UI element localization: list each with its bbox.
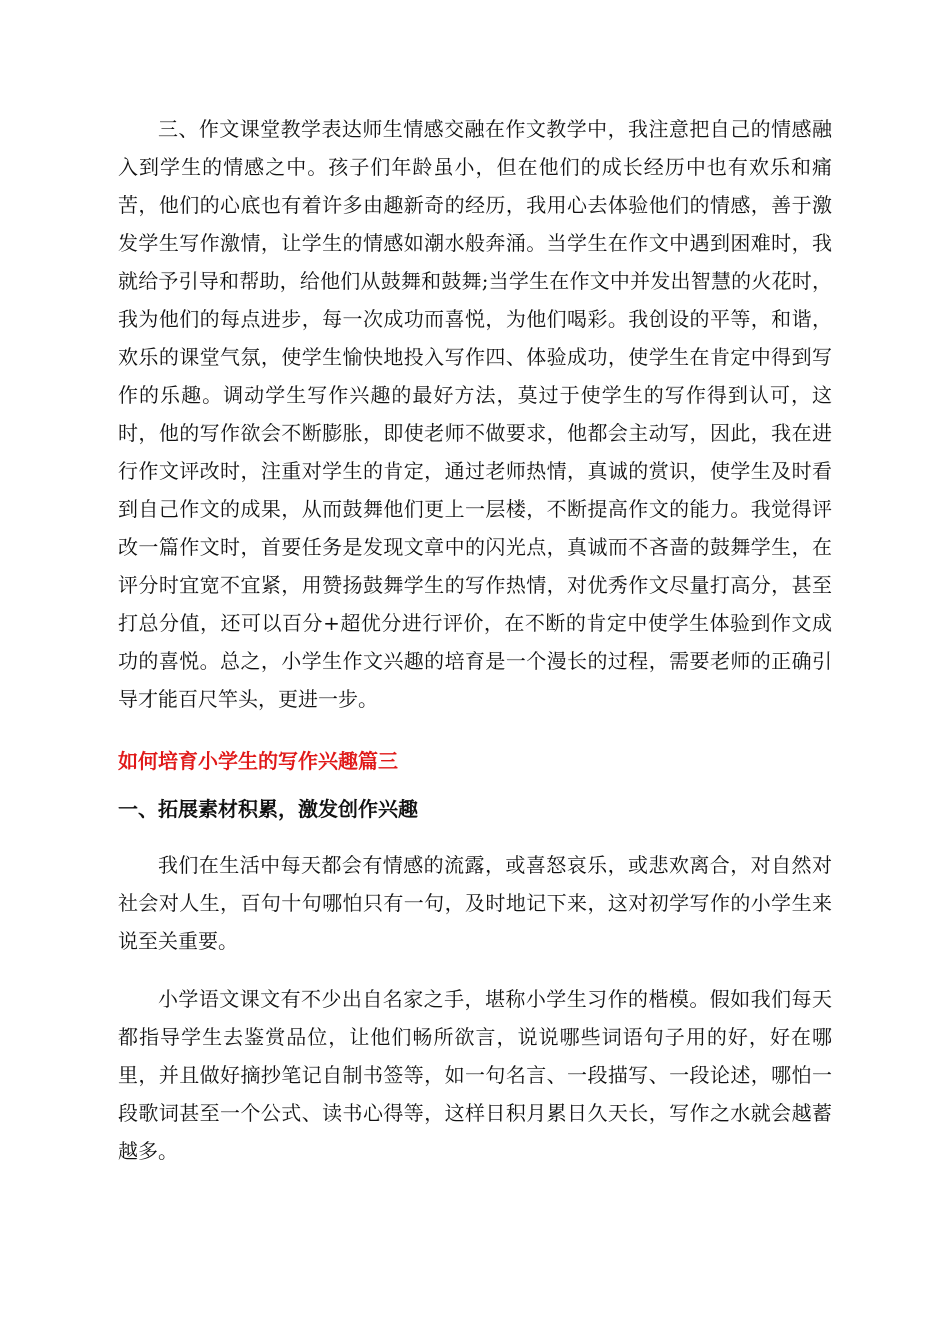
subsection-title: 一、拓展素材积累，激发创作兴趣 bbox=[118, 797, 418, 821]
body-paragraph-3: 小学语文课文有不少出自名家之手，堪称小学生习作的楷模。假如我们每天都指导学生去鉴赏品位，让他们畅所欲言，说说哪些词语句子用的好，好在哪里，并且做好摘抄笔记自制书签等，如一句名言、一段描写、一段论述，哪怕一段歌词甚至一个公式、读书心得等，这样日积月累日久天长，写作之水就会越蓄越多。 bbox=[118, 987, 832, 1163]
document-page bbox=[118, 110, 832, 1170]
body-paragraph-2: 我们在生活中每天都会有情感的流露，或喜怒哀乐，或悲欢离合，对自然对社会对人生，百句十句哪怕只有一句，及时地记下来，这对初学写作的小学生来说至关重要。 bbox=[118, 853, 832, 953]
body-paragraph-1: 三、作文课堂教学表达师生情感交融在作文教学中，我注意把自己的情感融入到学生的情感之中。孩子们年龄虽小，但在他们的成长经历中也有欢乐和痛苦，他们的心底也有着许多由趣新奇的经历，我用心去体验他们的情感，善于激发学生写作激情，让学生的情感如潮水般奔涌。当学生在作文中遇到困难时，我就给予引导和帮助，给他们从鼓舞和鼓舞;当学生在作文中并发出智慧的火花时，我为他们的每点进步，每一次成功而喜悦，为他们喝彩。我创设的平等，和谐，欢乐的课堂气氛，使学生愉快地投入写作四、体验成功，使学生在肯定中得到写作的乐趣。调动学生写作兴趣的最好方法，莫过于使学生的写作得到认可，这时，他的写作欲会不断膨胀，即使老师不做要求，他都会主动写，因此，我在进行作文评改时，注重对学生的肯定，通过老师热情，真诚的赏识，使学生及时看到自己作文的成果，从而鼓舞他们更上一层楼，不断提高作文的能力。我觉得评改一篇作文时，首要任务是发现文章中的闪光点，真诚而不吝啬的鼓舞学生，在评分时宜宽不宜紧，用赞扬鼓舞学生的写作热情，对优秀作文尽量打高分，甚至打总分值，还可以百分+超优分进行评价，在不断的肯定中使学生体验到作文成功的喜悦。总之，小学生作文兴趣的培育是一个漫长的过程，需要老师的正确引导才能百尺竿头，更进一步。 bbox=[118, 117, 832, 711]
section-title: 如何培育小学生的写作兴趣篇三 bbox=[118, 749, 398, 773]
